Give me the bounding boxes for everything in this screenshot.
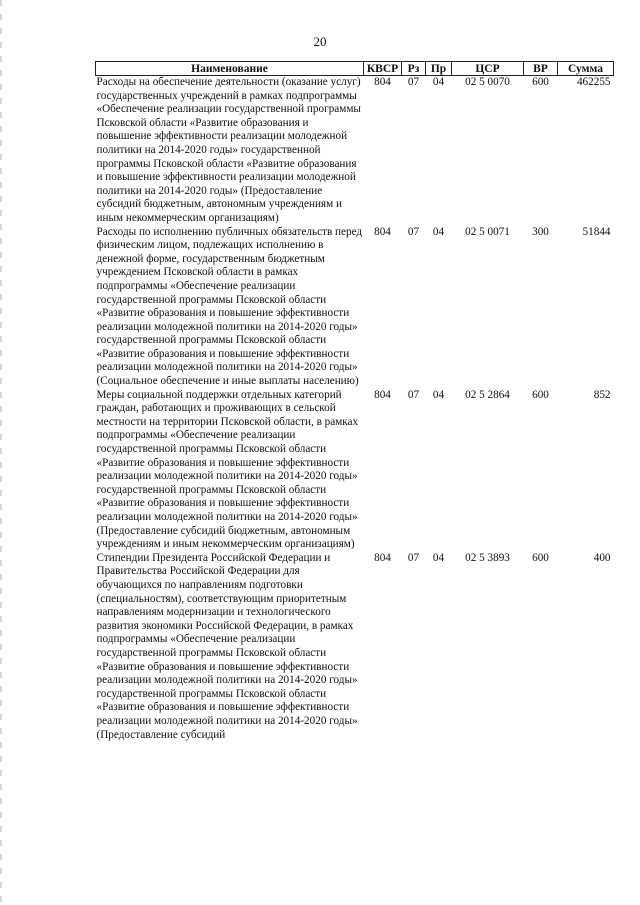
header-vr: ВР [524, 62, 558, 76]
row-rz: 07 [407, 551, 420, 564]
row-pr: 04 [432, 551, 445, 564]
header-kvsr: КВСР [364, 62, 402, 76]
row-vr: 300 [532, 225, 549, 238]
header-csr: ЦСР [452, 62, 524, 76]
row-vr: 600 [532, 551, 549, 564]
table-row [96, 389, 614, 552]
row-sum: 51844 [582, 225, 611, 238]
header-sum: Сумма [558, 62, 614, 76]
header-rz: Рз [402, 62, 426, 76]
row-vr: 600 [532, 388, 549, 401]
table-header-row [96, 62, 614, 76]
row-sum: 462255 [576, 76, 611, 88]
row-name: Меры социальной поддержки отдельных категорий граждан, работающих и проживающих в сельской местности на территории Псковской области, в рамках подпрограммы «Обеспечение реализации государственной программы Псковской области «Развитие образования и повышение эффективности реализации молодежной политики на 2014-2020 годы» государственной программы Псковской области «Развитие образования и повышение эффективности реализации молодежной политики на 2014-2020 годы» (Предоставление субсидий бюджетным, автономным учреждениям и иным некоммерческим организациям) [96, 388, 359, 551]
row-kvsr: 804 [374, 225, 391, 238]
budget-table [95, 61, 614, 742]
row-csr: 02 5 3893 [465, 551, 510, 564]
row-pr: 04 [432, 225, 445, 238]
row-name: Расходы на обеспечение деятельности (оказание услуг) государственных учреждений в рамках подпрограммы «Обеспечение реализации государственной программы Псковской области «Развитие образования и повышение эффективности реализации молодежной политики на 2014-2020 годы» государственной программы Псковской области «Развитие образования и повышение эффективности реализации молодежной политики на 2014-2020 годы» (Предоставление субсидий бюджетным, автономным учреждениям и иным некоммерческим организациям) [96, 76, 361, 224]
header-name: Наименование [96, 62, 364, 76]
row-rz: 07 [407, 225, 420, 238]
row-name: Расходы по исполнению публичных обязательств перед физическим лицом, подлежащих исполнению в денежной форме, государственным бюджетным учреждением Псковской области в рамках подпрограммы «Обеспечение реализации государственной программы Псковской области «Развитие образования и повышение эффективности реализации молодежной политики на 2014-2020 годы» государственной программы Псковской области «Развитие образования и повышение эффективности реализации молодежной политики на 2014-2020 годы» (Социальное обеспечение и иные выплаты населению) [96, 225, 363, 388]
table-row [96, 76, 614, 226]
row-csr: 02 5 0071 [465, 225, 510, 238]
row-name: Стипендии Президента Российской Федерации и Правительства Российской Федерации для обучающихся по направлениям подготовки (специальностям), соответствующим приоритетным направлениям модернизации и технологического развития экономики Российской Федерации, в рамках подпрограммы «Обеспечение реализации государственной программы Псковской области «Развитие образования и повышение эффективности реализации молодежной политики на 2014-2020 годы» государственной программы Псковской области «Развитие образования и повышение эффективности реализации молодежной политики на 2014-2020 годы» (Предоставление субсидий [96, 551, 358, 741]
table-row [96, 552, 614, 742]
row-rz: 07 [407, 76, 420, 88]
row-kvsr: 804 [374, 76, 391, 88]
row-kvsr: 804 [374, 388, 391, 401]
scan-edge-marks [0, 0, 2, 905]
row-sum: 400 [593, 551, 611, 564]
header-pr: Пр [426, 62, 452, 76]
row-pr: 04 [432, 388, 445, 401]
row-sum: 852 [593, 388, 611, 401]
row-vr: 600 [532, 76, 549, 88]
row-rz: 07 [407, 388, 420, 401]
row-pr: 04 [432, 76, 445, 88]
table-row [96, 226, 614, 389]
page-number: 20 [313, 34, 327, 49]
row-kvsr: 804 [374, 551, 391, 564]
row-csr: 02 5 0070 [465, 76, 510, 88]
row-csr: 02 5 2864 [465, 388, 510, 401]
